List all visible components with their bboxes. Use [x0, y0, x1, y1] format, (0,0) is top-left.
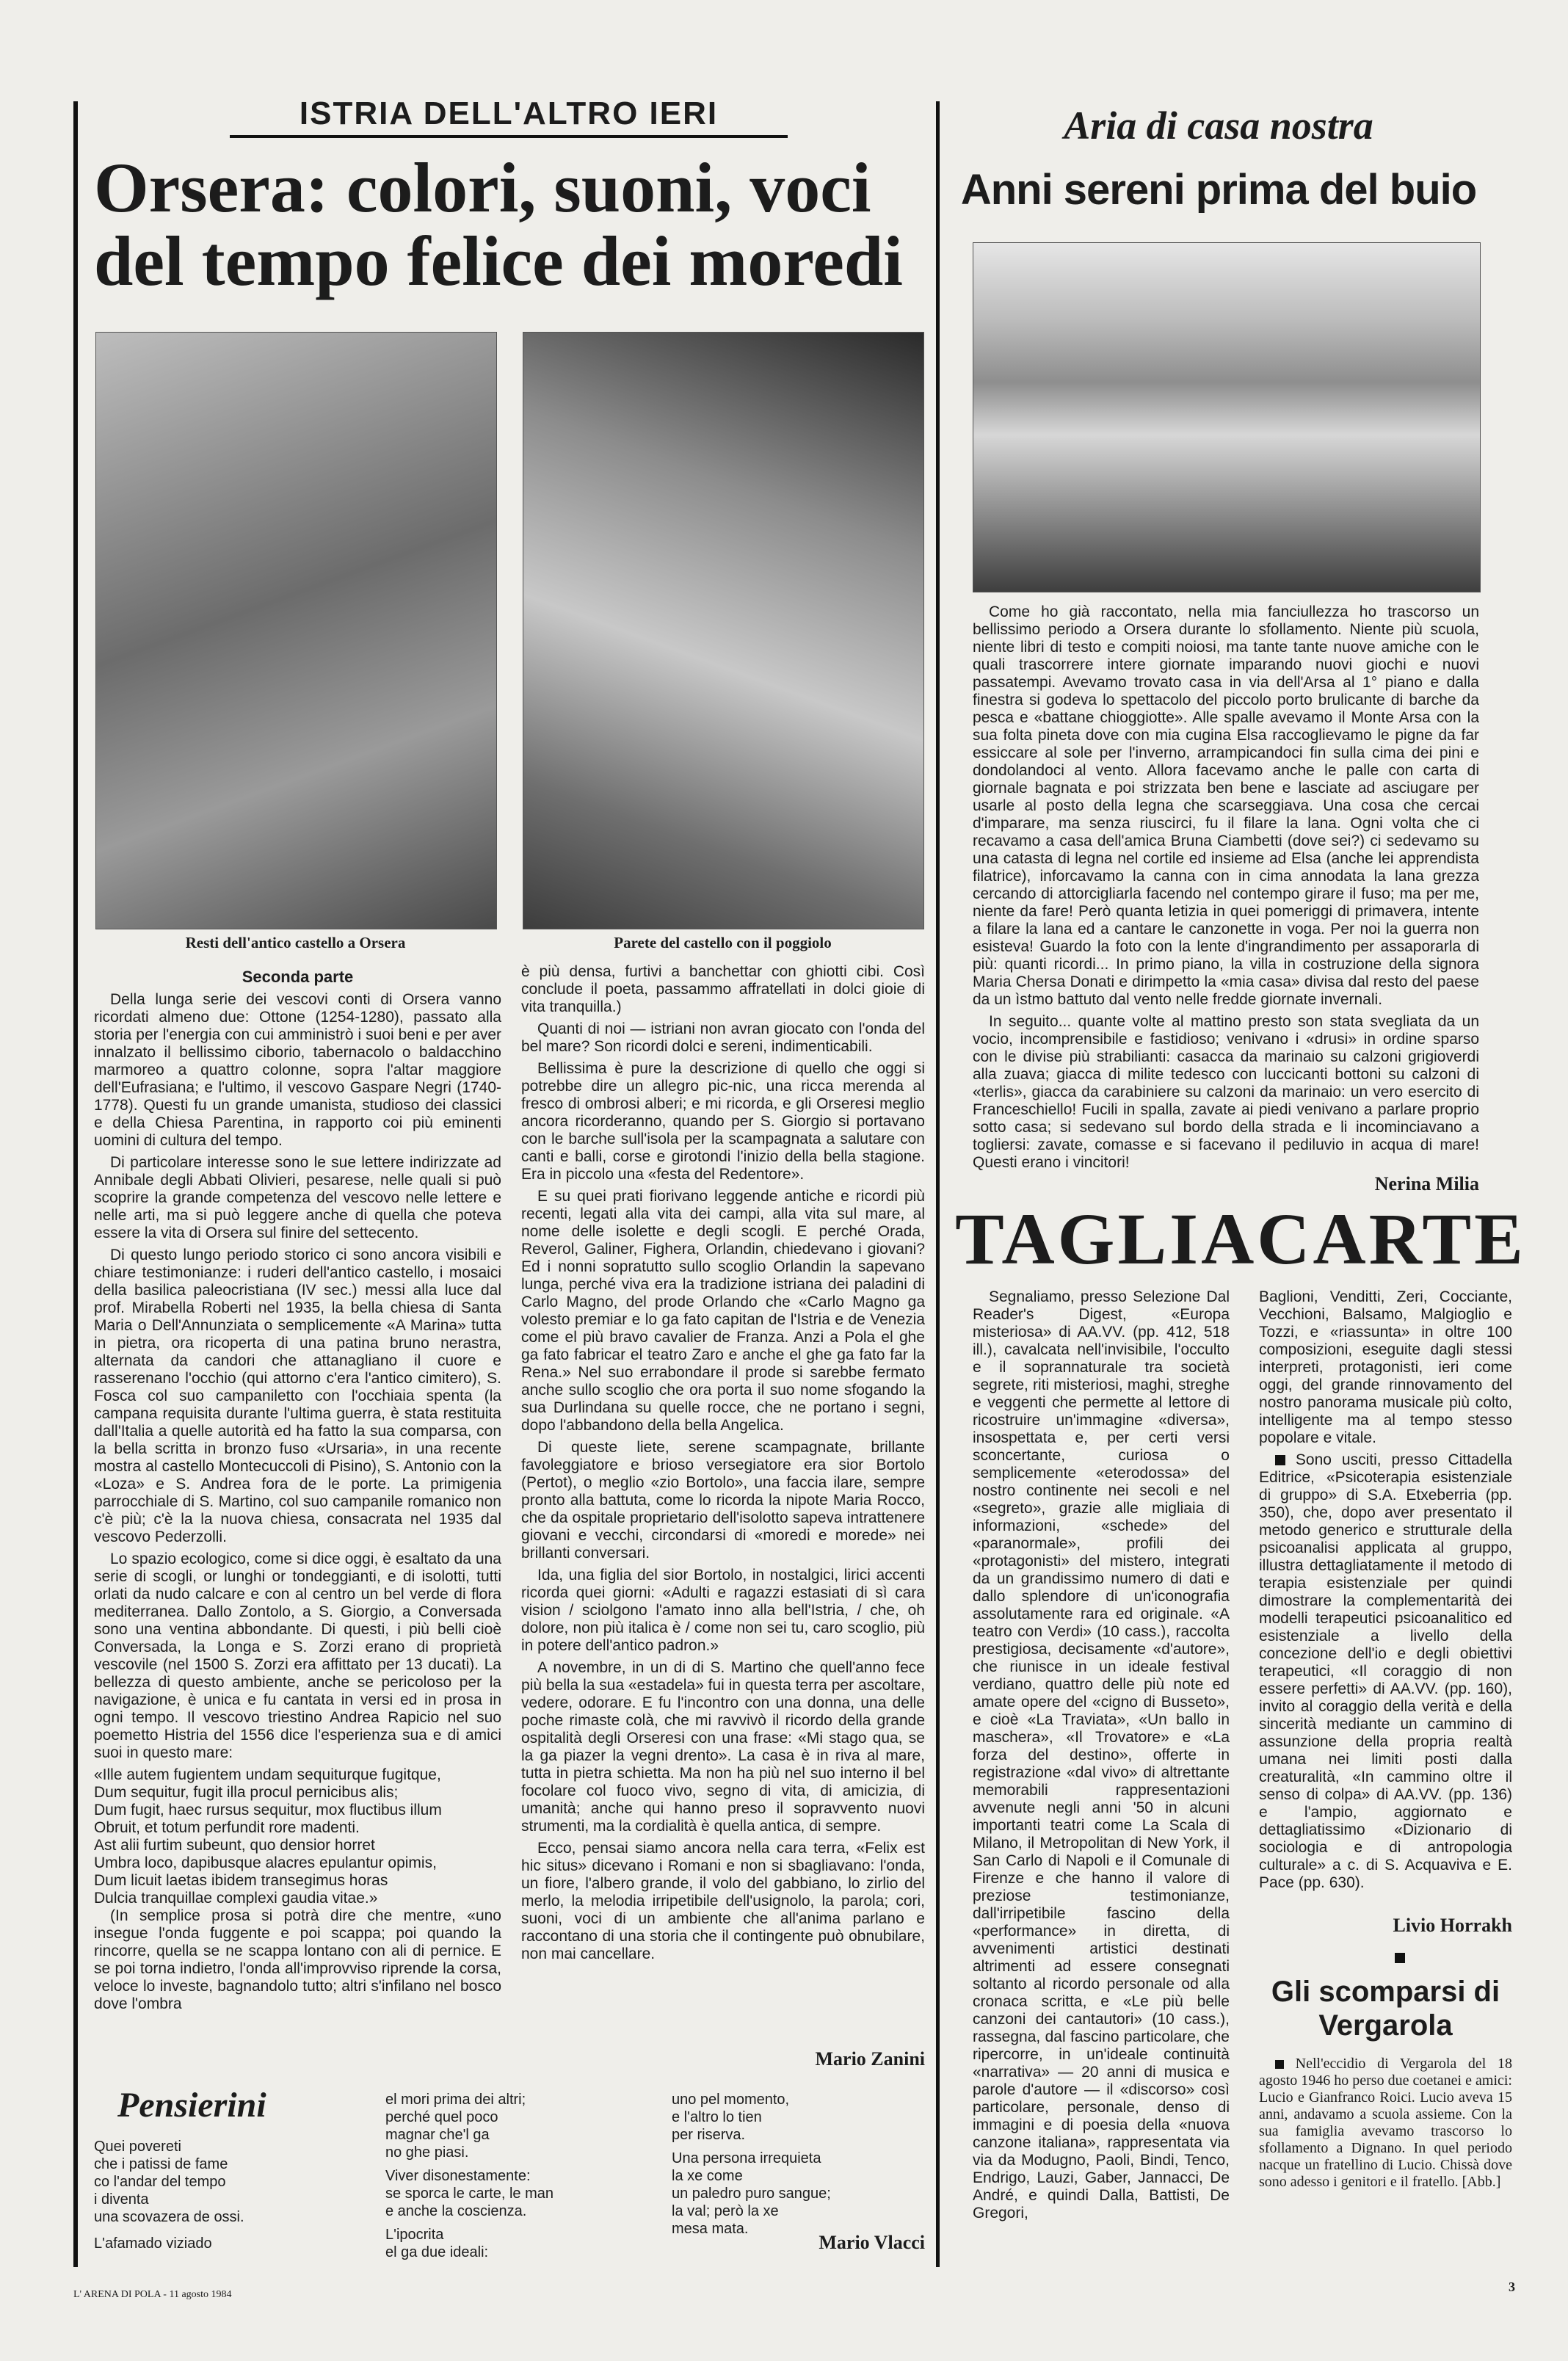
pensierini-col-2: [385, 2091, 635, 2261]
verse-line: Obruit, et totum perfundit rore madenti.: [94, 1819, 360, 1836]
author-signature-zanini: Mario Zanini: [815, 2048, 925, 2070]
verse-line: un paledro puro sangue;: [672, 2186, 831, 2202]
aria-headline: Anni sereni prima del buio: [960, 166, 1477, 214]
verse-line: Umbra loco, dapibusque alacres epulantur opimis,: [94, 1854, 437, 1871]
paragraph: [1259, 1451, 1512, 1892]
kicker: ISTRIA DELL'ALTRO IERI: [230, 95, 788, 138]
verse-line: la val; però la xe: [672, 2203, 779, 2219]
paragraph: Di queste liete, serene scampagnate, brillante favoleggiatore e brioso versegiatore era sior Bortolo (Pertot), o meglio «zio Bortolo», una faccia ilare, sempre pronto alla battuta, come lo ricorda la nipote Maria Rocco, che da ospitale proprietario dell'isolotto sapeva intrattenere giovani e vecchi, circondarsi di «moredi e morede» nei brillanti conversari.: [521, 1439, 925, 1562]
paragraph: Segnaliamo, presso Selezione Dal Reader's Digest, «Europa misteriosa» di AA.VV. (pp. 412, 518 ill.), cavalcata nell'invisibile, l'occulto e il soprannaturale tra società segrete, riti misteriosi, maghi, streghe e veggenti che permette al lettore di ricostruire un'immagine «diversa», insospettata e, per certi versi sconcertante, curiosa o semplicemente «eterodossa» del nostro continente nei secoli e nel «segreto», grazie alle migliaia di informazioni, «schede» del «paranormale», profili dei «protagonisti» del mistero, integrati da un grandissimo numero di dati e dallo splendore di un'iconografia assolutamente rara ed originale. «A teatro con Verdi» (10 cass.), raccolta prestigiosa, decisamente «d'autore», che riunisce in un ideale festival verdiano, quattro delle più note ed amate opere del «cigno di Busseto», e cioè «La Traviata», «Un ballo in maschera», «Il Trovatore» e «La forza del destino», offerte in registrazione «dal vivo» di altrettante memorabili rappresentazioni avvenute negli anni '50 in alcuni importanti teatri come La Scala di Milano, il Metropolitan di New York, il San Carlo di Napoli e il Comunale di Firenze e che hanno il valore di preziose testimonianze, dall'irripetibile fascino della «performance» in diretta, di avvenimenti artistici destinati altrimenti ad essere consegnati soltanto al ricordo personale od alla cronaca scritta, e «Le più belle canzoni dei cantautori» (10 cass.), rassegna, dal fascino particolare, che ripercorre, in un'ideale continuità «narrativa» — 20 anni di musica e parole d'autore — il «discorso» così particolare, personale, denso di immagini e di poesia della «nuova canzone italiana», rappresentata via via da Modugno, Paoli, Bindi, Tenco, Endrigo, Lauzi, Gaber, Jannacci, De André, e quindi Dalla, Battisti, De Gregori,: [973, 1288, 1230, 2222]
article-col-1: [94, 963, 501, 2079]
tagliacarte-col-2: [1259, 1288, 1512, 1942]
caption-wall: Parete del castello con il poggiolo: [614, 934, 832, 951]
col1-body: [94, 991, 501, 1762]
col2-body: [521, 963, 925, 1963]
paragraph: Baglioni, Venditti, Zeri, Cocciante, Vecchioni, Balsamo, Malgioglio e Tozzi, e «riassunta» in oltre 100 composizioni, eseguite dagli stessi interpreti, protagonisti, ieri come oggi, del grande rinnovamento del nostro panorama musicale più colto, intelligente ma al tempo stesso popolare e vitale.: [1259, 1288, 1512, 1446]
paragraph: Di particolare interesse sono le sue lettere indirizzate ad Annibale degli Abbati Olivieri, pesarese, nelle quali si può scoprire la grande competenza del vescovo nelle lettere e nelle arti, ma si può leggere anche di quella che poteva essere la vita di Orsera sul finire del settecento.: [94, 1154, 501, 1241]
paragraph: In seguito... quante volte al mattino presto son stata svegliata da un vocio, incomprensibile e fastidioso; venivano i «drusi» in ordine sparso con le divise più strabilianti: casacca da marinaio su calzoni grigioverdi alla zuava; giacca di milite tedesco con luccicanti bottoni su calzoni di «terlis», giacca da carabiniere su calzoni da marinaio: un vero esercito di Franceschiello! Fucili in spalla, zavate ai piedi venivano a parlare proprio sotto casa; si sedevano sul bordo della strada e li incominciavano a togliersi: zavate, comasse e si facevano il pediluvio in acqua di mare! Questi erano i vincitori!: [973, 1013, 1479, 1171]
harbor-photo: [973, 242, 1481, 592]
verse-line: no ghe piasi.: [385, 2144, 469, 2161]
paragraph: Lo spazio ecologico, come si dice oggi, è esaltato da una serie di scogli, or lunghi or tondeggianti, e di isolotti, tutti orlati da nudo calcare e con al centro un bel verde di flora mediterranea. Dallo Zontolo, a S. Giorgio, a Conversada sono una ventina abbondante. Di questi, i più belli cioè Conversada, la Longa e S. Zorzi erano di proprietà vescovile (nel 1500 S. Zorzi era affittato per 13 ducati). La bellezza di questo ambiente, anche se pericoloso per la navigazione, è unica e fu cantata in versi ed in prosa in ogni tempo. Il vescovo triestino Andrea Rapicio nel suo poemetto Histria del 1556 dice l'esperienza sua e di amici suoi in questo mare:: [94, 1551, 501, 1761]
spacer: [672, 2144, 921, 2150]
verse-line: mesa mata.: [672, 2221, 749, 2237]
verse-line: Dum fugit, haec rursus sequitur, mox fluctibus illum: [94, 1802, 442, 1818]
pensierini-col-3: [672, 2091, 921, 2238]
paragraph: [1259, 2056, 1512, 2191]
verse-line: co l'andar del tempo: [94, 2174, 226, 2190]
verse-line: Dulcia tranquillae complexi gaudia vitae.»: [94, 1890, 378, 1907]
verse-line: Dum licuit laetas ibidem transegimus horas: [94, 1872, 388, 1889]
left-border-rule: [73, 101, 78, 2267]
spacer: [94, 2226, 366, 2235]
paragraph: E su quei prati fiorivano leggende antiche e ricordi più recenti, legati alla vita dei campi, alla vita sul mare, al nome delle isolette e degli scogli. E perché Orada, Reverol, Galiner, Fighera, Orlandin, chiedevano i giovani? Ed i nonni sopratutto sullo scoglio Orlandin la sapevano lunga, perché viva era la tradizione istriana dei paladini di Carlo Magno, del prode Orlando che «Carlo Magno ga volesto premiar e lo ga fato capitan de l'Istria e de Venezia come el più bravo cavalier de Franza. Anzi a Pola el ghe ga fato fabricar el teatro Zaro e anche el ghe ga fato far la Rena.» Nel suo errabondare il prode si sarebbe fermato anche sullo scoglio che ora porta il suo nome sfogando la sua Durlindana su quelle rocce, che ne portano i segni, dopo l'abbandono della bella Angelica.: [521, 1188, 925, 1434]
aria-title: Aria di casa nostra: [1064, 104, 1373, 148]
verse-line: Quei povereti: [94, 2139, 181, 2155]
verse-line: magnar che'l ga: [385, 2127, 490, 2143]
bullet-square-icon: [1275, 2060, 1284, 2069]
verse-line: i diventa: [94, 2191, 149, 2208]
verse-line: Dum sequitur, fugit illa procul pernicibus alis;: [94, 1784, 399, 1801]
pensierini-col-1: [94, 2138, 366, 2252]
verse-line: L'afamado viziado: [94, 2235, 212, 2252]
verse-line: uno pel momento,: [672, 2092, 790, 2108]
latin-verse: [94, 1766, 501, 1907]
author-signature-vlacci: Mario Vlacci: [819, 2232, 925, 2253]
column-divider-rule: [936, 101, 940, 2267]
author-signature-milia: Nerina Milia: [1374, 1173, 1479, 1194]
paragraph: Ecco, pensai siamo ancora nella cara terra, «Felix est hic situs» dicevano i Romani e non si sbagliavano: l'onda, un fiore, l'albero grande, il volo del gabbiano, lo zirlio del merlo, la melodia irripetibile dell'usignolo, la parola; cori, suoni, voci di un ambiente che all'anima parlano e raccontano di una storia che il contingente può obnubilare, non mai cancellare.: [521, 1840, 925, 1962]
castle-ruins-photo: [95, 332, 497, 929]
headline-line-1: Orsera: colori, suoni, voci: [94, 148, 871, 227]
caption-ruins: Resti dell'antico castello a Orsera: [185, 934, 406, 951]
verse-line: per riserva.: [672, 2127, 746, 2143]
page-number: 3: [1509, 2280, 1515, 2294]
article-col-2: [521, 963, 925, 2079]
verse-line: el ga due ideali:: [385, 2244, 489, 2260]
verse-line: perché quel poco: [385, 2109, 498, 2125]
paragraph: è più densa, furtivi a banchettar con ghiotti cibi. Così conclude il poeta, passammo affratellati in dolci gioie di vita tranquilla.): [521, 963, 925, 1015]
masthead-footer: L' ARENA DI POLA - 11 agosto 1984: [73, 2289, 232, 2300]
paragraph-text: Nell'eccidio di Vergarola del 18 agosto 1946 ho perso due coetanei e amici: Lucio e Gianfranco Roici. Lucio aveva 15 anni, andavamo a scuola assieme. Con la sua famiglia avevamo trascorso lo sfollamento a Dignano. In quel periodo nacque un fratellino di Lucio. Chissà dove sono adesso i genitori e il fratello. [Abb.]: [1259, 2056, 1512, 2190]
headline-line-2: del tempo felice dei moredi: [94, 222, 903, 300]
verse-line: «Ille autem fugientem undam sequiturque fugitque,: [94, 1766, 441, 1783]
vergarola-body: [1259, 2056, 1512, 2265]
spacer: [385, 2220, 635, 2226]
aria-body: [973, 603, 1479, 1176]
paragraph: Di questo lungo periodo storico ci sono ancora visibili e chiare testimonianze: i ruderi dell'antico castello, i mosaici della basilica paleocristiana (IV sec.) messi alla luce dal prof. Mirabella Roberti nel 1935, la bella chiesa di Santa Maria o Dell'Annunziata o semplicemente «A Marina» tutta in pietra, ora ricoperta di una patina bruno nerastra, alternata da candori che attanagliano il cuore e rasserenano l'occhio (qui attorno c'era l'antico cimitero), S. Fosca col suo campaniletto con l'occhiaia spenta (la campana requisita durante l'ultima guerra, è stata restituita dall'Italia a quelle autorità ed ha fatto la sua comparsa, con la bella scritta in bronzo fuso «Ursaria», in una recente mostra al castello Montecuccoli di Pisino), S. Antonio con la «Loza» e S. Andrea fora de le porte. La primigenia parrocchiale di S. Martino, col suo campanile romanico non c'è più; c'è la la nuova chiesa, consacrata nel 1935 dal vescovo Pederzolli.: [94, 1247, 501, 1545]
paragraph: Della lunga serie dei vescovi conti di Orsera vanno ricordati almeno due: Ottone (1254-1280), passato alla storia per l'energia con cui amministrò i suoi beni e per aver innalzato il bellissimo ciborio, tabernacolo o baldacchino marmoreo a quattro colonne, sopra l'altar maggiore dell'Eufrasiana; e l'ultimo, il vescovo Gaspare Negri (1740-1778). Questi fu un grande umanista, studioso dei classici e della Chiesa Parentina, in rapporto coi più eminenti uomini di cultura del tempo.: [94, 991, 501, 1149]
paragraph-text: Sono usciti, presso Cittadella Editrice, «Psicoterapia esistenziale di gruppo» di S.A. Etxeberria (pp. 350), che, dopo aver presentato il metodo generico e strutturale della psicoanalisi applicata al gruppo, illustra dettagliatamente il metodo di terapia esistenziale per quindi dimostrare la complementarità dei modelli terapeutici psicoanalitico ed esistenziale a livello della concezione dell'io e degli obiettivi terapeutici, «Il coraggio di non essere perfetti» di AA.VV. (pp. 160), invito al coraggio della verità e della sincerità mediante un cammino di assunzione della propria realtà umana nei limiti posti dalla creaturalità, «In cammino oltre il senso di colpa» di AA.VV. (pp. 136) e l'ampio, aggiornato e dettagliatissimo «Dizionario di sociologia e di antropologia culturale» a c. di S. Acquaviva e E. Pace (pp. 630).: [1259, 1451, 1512, 1891]
col1-end: [94, 1907, 501, 2013]
end-square-icon: [1395, 1951, 1405, 1965]
paragraph: A novembre, in un di di S. Martino che quell'anno fece più bella la sua «estadela» fui in questa terra per ascoltare, vedere, odorare. E fu l'incontro con una donna, una delle poche rimaste colà, che mi ravvivò il ricordo della grande ospitalità degli Orseresi con una frase: «Mi stago qua, se la ga piazer la vegni drento». La casa è in riva al mare, tutta in pietra schietta. Ma non ha più nel suo interno il bel focolare col fuoco vivo, segno di vita, di amicizia, di umanità; anche qui hanno preso il sopravvento nuovi strumenti, ma la cordialità è quella antica, di sempre.: [521, 1659, 925, 1835]
paragraph: Quanti di noi — istriani non avran giocato con l'onda del bel mare? Son ricordi dolci e sereni, indimenticabili.: [521, 1020, 925, 1055]
verse-line: se sporca le carte, le man: [385, 2186, 553, 2202]
left-article: [94, 95, 923, 298]
verse-line: e l'altro lo tien: [672, 2109, 762, 2125]
verse-line: una scovazera de ossi.: [94, 2209, 244, 2225]
verse-line: Ast alii furtim subeunt, quo densior horret: [94, 1837, 375, 1854]
tagliacarte-col-1: [973, 1288, 1230, 2257]
pensierini-title: Pensierini: [117, 2086, 266, 2125]
spacer: [385, 2161, 635, 2167]
castle-wall-balcony-photo: [523, 332, 924, 929]
verse-line: la xe come: [672, 2168, 743, 2184]
subhead: Seconda parte: [242, 968, 354, 986]
verse-line: che i patissi de fame: [94, 2156, 228, 2172]
verse-line: Viver disonestamente:: [385, 2168, 531, 2184]
bullet-square-icon: [1275, 1455, 1285, 1465]
paragraph: (In semplice prosa si potrà dire che mentre, «uno insegue l'onda fuggente e poi scappa; poi quando la rincorre, quella se ne scappa lontano con ali di pernice. E se poi torna indietro, l'onda all'improvviso riprende la corsa, veloce lo investe, bagnandolo tutto; altri s'infilano nel bosco dove l'ombra: [94, 1907, 501, 2012]
verse-line: el mori prima dei altri;: [385, 2092, 526, 2108]
verse-line: e anche la coscienza.: [385, 2203, 527, 2219]
tagliacarte-title: TAGLIACARTE: [955, 1198, 1526, 1280]
author-signature-horrakh: Livio Horrakh: [1393, 1915, 1512, 1936]
verse-line: L'ipocrita: [385, 2227, 444, 2243]
paragraph: Bellissima è pure la descrizione di quello che oggi si potrebbe dire un allegro pic-nic, una ricca merenda al fresco di ombrosi alberi; e mi ricorda, e gli Orseresi meglio ancora ricorderanno, quando per S. Giorgio si portavano con le barche sull'isola per la scampagnata a salutare con canti e balli, corse e girotondi l'inizio della bella stagione. Era in piccolo una «festa del Redentore».: [521, 1060, 925, 1183]
paragraph: Ida, una figlia del sior Bortolo, in nostalgici, lirici accenti ricorda quei giorni: «Adulti e ragazzi estasiati di sì cara vision / sciolgono l'amato inno alla bell'Istria, / che, oh dolore, non più italica è / come non sei tu, caro scoglio, più in potere dell'antico padron.»: [521, 1567, 925, 1654]
vergarola-title: Gli scomparsi di Vergarola: [1271, 1976, 1500, 2042]
paragraph: Come ho già raccontato, nella mia fanciullezza ho trascorso un bellissimo periodo a Orsera durante lo sfollamento. Niente più scuola, niente libri di testo e compiti noiosi, ma tante tante nuove amiche con le quali trascorrere intere giornate imparando nuovi giochi e nuovi passatempi. Avevamo trovato casa in via dell'Arsa al 1° piano e dalla finestra si godeva lo spettacolo del piccolo porto brulicante di barche da pesca e «battane chioggiotte». Alle spalle avevamo il Monte Arsa con la sua folta pineta dove con mia cugina Elsa raccoglievamo le pigne da far essiccare al sole per l'inverno, arrampicandoci fin sulla cima dei pini e dondolandoci al vento. Allora facevamo anche le palle con carta di giornale bagnata e poi strizzata ben bene e lasciate ad asciugare per usarle al posto della legna che scarseggiava. Una cosa che cercai d'imparare, ma senza riuscirci, fu il filare la lana. Ogni volta che ci recavamo a casa dell'amica Bruna Ciambetti (dove sei?) ci sedevamo su una catasta di legna nel cortile ed insieme ad Elsa (anche lei apprendista filatrice), inforcavamo la canna con in cima annodata la lana grezza cercando di attorcigliarla facendo nel contempo girare il fuso; ma per me, niente da fare! Però quanta letizia in quei pomeriggi di primavera, intente a filare la lana ed a cantare le canzonette in voga. Per noi la guerra non esisteva! Guardo la foto con la lente d'ingrandimento per assaporarla di più: quanti ricordi... In primo piano, la villa in costruzione della signora Maria Chersa Donati e dirimpetto la «mia casa» divisa dal resto del paese da un ìstmo battuto dal vento nelle fredde giornate invernali.: [973, 603, 1479, 1008]
verse-line: Una persona irrequieta: [672, 2150, 821, 2166]
